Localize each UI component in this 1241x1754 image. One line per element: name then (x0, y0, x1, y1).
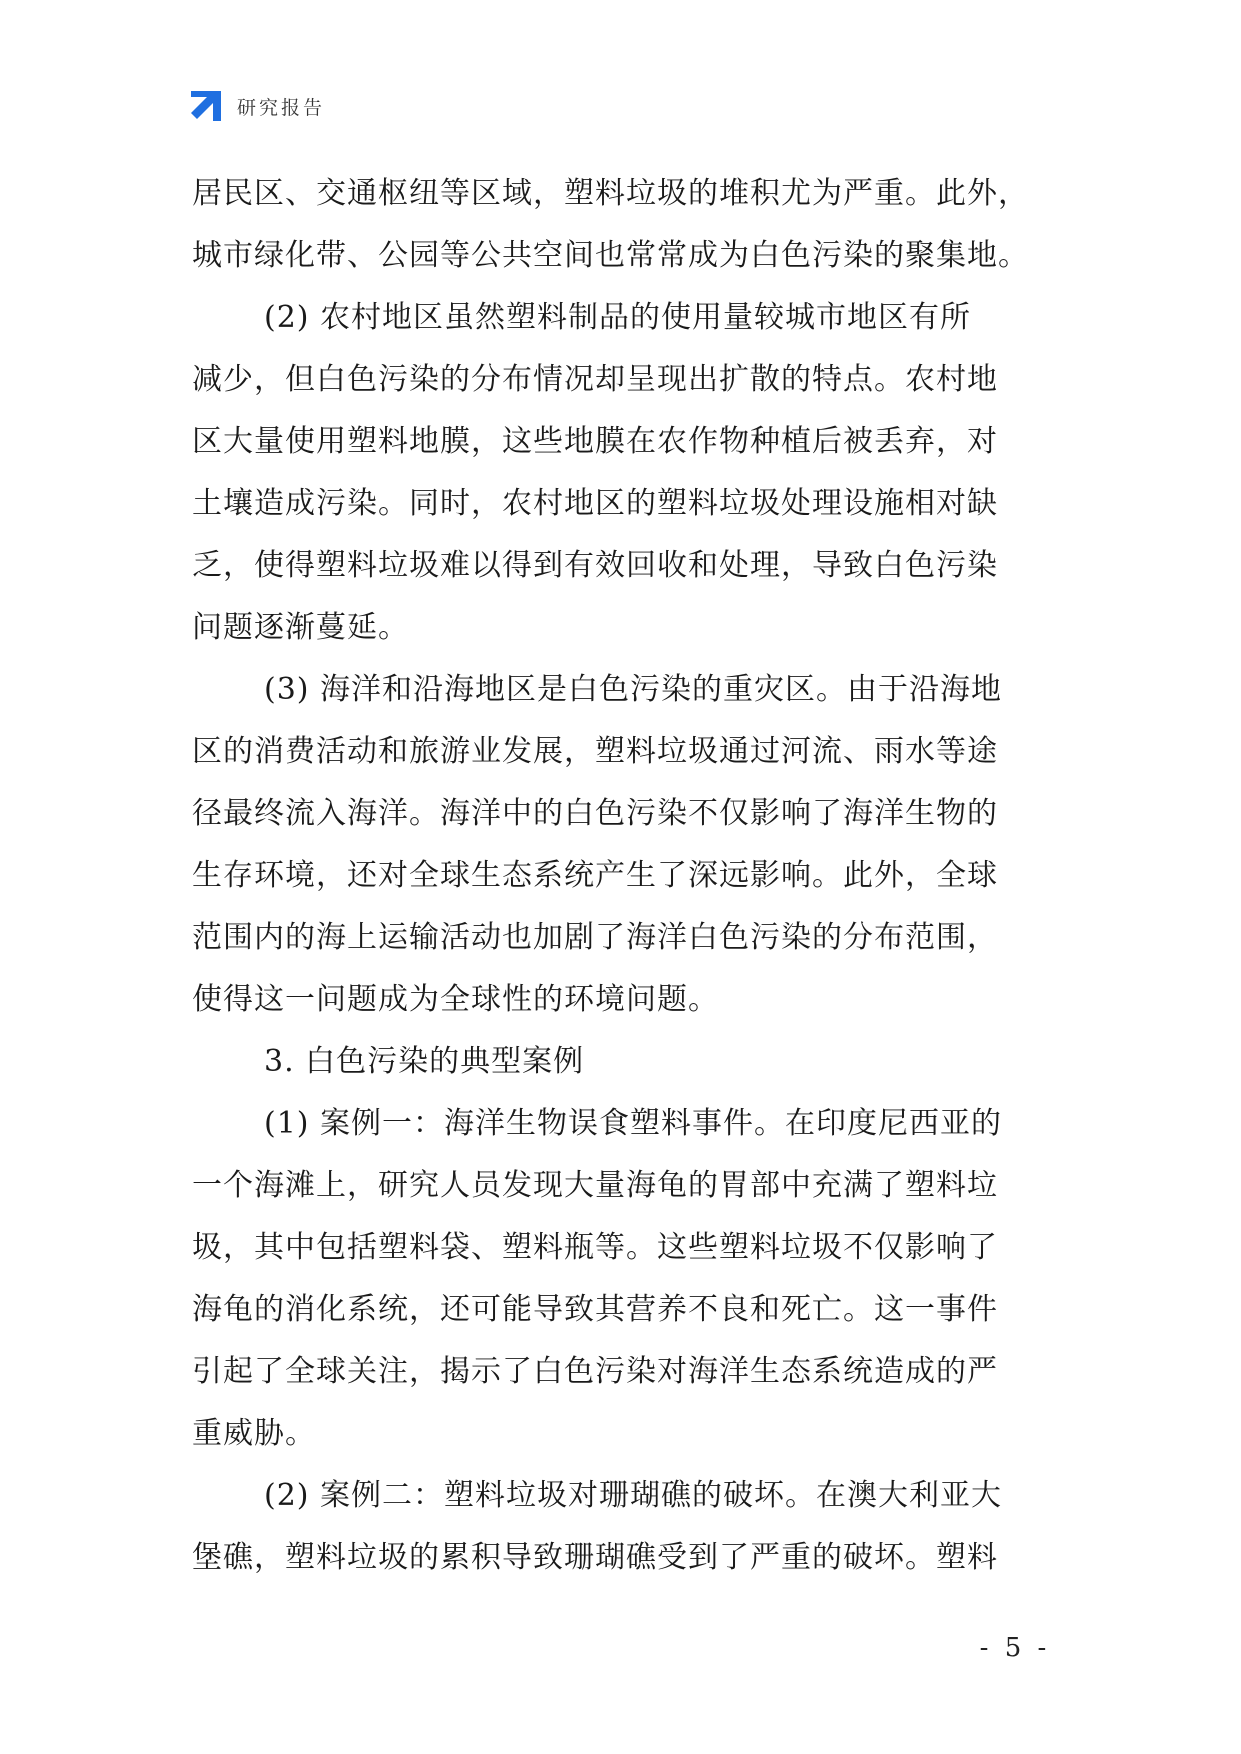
paragraph (192, 1465, 1062, 1589)
text-line: 径最终流入海洋。海洋中的白色污染不仅影响了海洋生物的 (192, 796, 998, 831)
text-line: (2) 农村地区虽然塑料制品的使用量较城市地区有所 (264, 300, 972, 335)
text-line: 重威胁。 (192, 1416, 316, 1451)
text-line: 居民区、交通枢纽等区域，塑料垃圾的堆积尤为严重。此外， (192, 176, 1029, 211)
text-line: 堡礁，塑料垃圾的累积导致珊瑚礁受到了严重的破坏。塑料 (192, 1540, 998, 1575)
text-line: 使得这一问题成为全球性的环境问题。 (192, 982, 719, 1017)
text-line: 土壤造成污染。同时，农村地区的塑料垃圾处理设施相对缺 (192, 486, 998, 521)
text-line: (1) 案例一：海洋生物误食塑料事件。在印度尼西亚的 (264, 1106, 1003, 1141)
text-line: 引起了全球关注，揭示了白色污染对海洋生态系统造成的严 (192, 1354, 998, 1389)
page-header (189, 89, 325, 123)
text-line: 问题逐渐蔓延。 (192, 610, 409, 645)
text-line: 城市绿化带、公园等公共空间也常常成为白色污染的聚集地。 (192, 238, 1029, 273)
header-title: 研究报告 (237, 96, 326, 119)
page-number: - 5 - (979, 1633, 1051, 1663)
text-line: 乏，使得塑料垃圾难以得到有效回收和处理，导致白色污染 (192, 548, 998, 583)
text-line: 区大量使用塑料地膜，这些地膜在农作物种植后被丢弃，对 (192, 424, 998, 459)
paragraph (192, 659, 1062, 1031)
text-line: 一个海滩上，研究人员发现大量海龟的胃部中充满了塑料垃 (192, 1168, 998, 1203)
section-heading (192, 1031, 1062, 1093)
paragraph (192, 287, 1062, 659)
text-line: 海龟的消化系统，还可能导致其营养不良和死亡。这一事件 (192, 1292, 998, 1327)
text-line: 减少，但白色污染的分布情况却呈现出扩散的特点。农村地 (192, 362, 998, 397)
text-line: (2) 案例二：塑料垃圾对珊瑚礁的破坏。在澳大利亚大 (264, 1478, 1003, 1513)
paragraph (192, 163, 1062, 287)
paragraph (192, 1093, 1062, 1465)
text-line: 圾，其中包括塑料袋、塑料瓶等。这些塑料垃圾不仅影响了 (192, 1230, 998, 1265)
text-line: 区的消费活动和旅游业发展，塑料垃圾通过河流、雨水等途 (192, 734, 998, 769)
arrow-logo-icon (189, 89, 223, 123)
text-line: 范围内的海上运输活动也加剧了海洋白色污染的分布范围， (192, 920, 998, 955)
text-line: (3) 海洋和沿海地区是白色污染的重灾区。由于沿海地 (264, 672, 1003, 707)
text-line: 3. 白色污染的典型案例 (264, 1044, 585, 1079)
text-line: 生存环境，还对全球生态系统产生了深远影响。此外，全球 (192, 858, 998, 893)
document-body (192, 163, 1062, 1589)
